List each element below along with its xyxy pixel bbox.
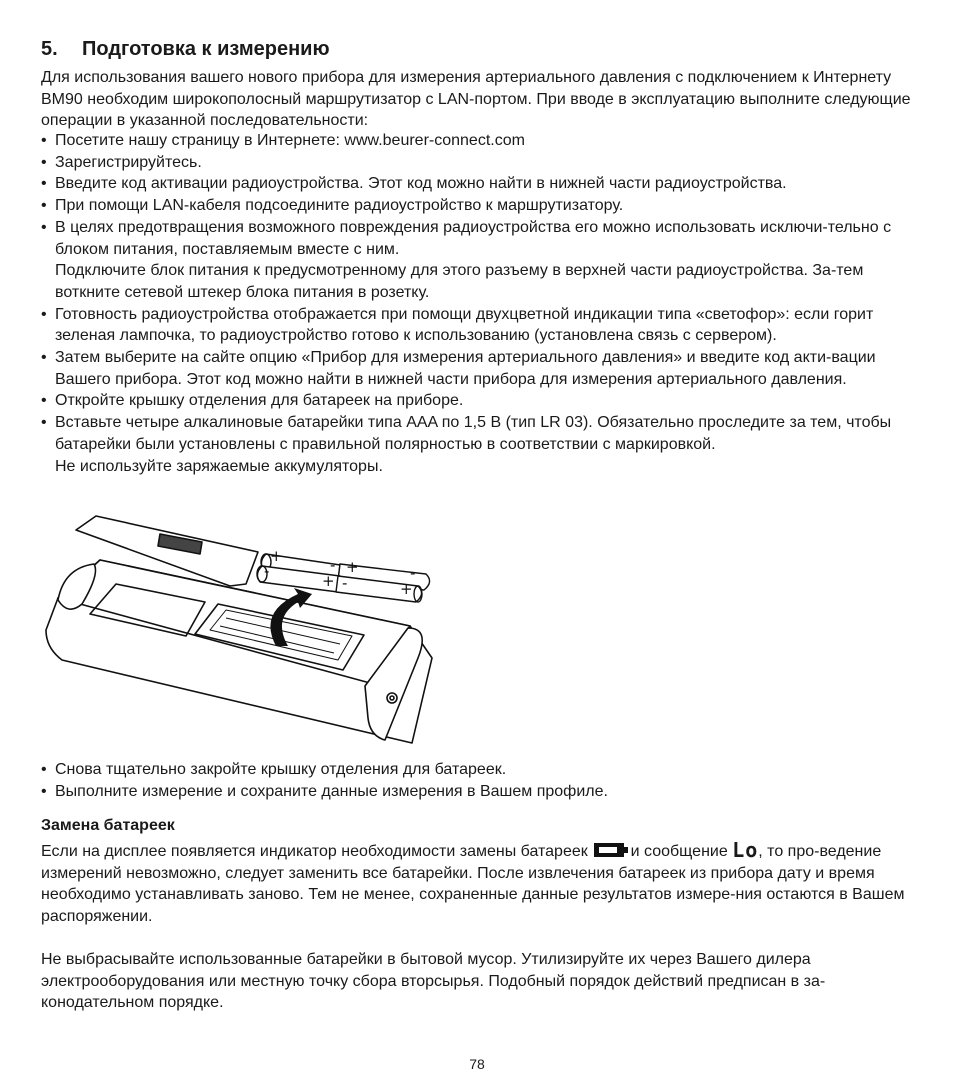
polarity-plus-mark: +	[270, 547, 283, 565]
list-item-continuation: Подключите блок питания к предусмотренному для этого разъему в верхней части радиоустройства. За-тем воткните сетевой штекер блока питания в розетку.	[55, 262, 864, 301]
list-item: • Готовность радиоустройства отображается при помощи двухцветной индикации типа «светофор»: если горит зеленая лампочка, то радиоустройство готово к использованию (установлена связь с сервером).	[41, 304, 921, 347]
list-item: • Снова тщательно закройте крышку отделения для батареек.	[41, 759, 921, 781]
battery-paragraph	[41, 840, 921, 928]
polarity-plus-mark: +	[322, 572, 335, 590]
list-item: • Зарегистрируйтесь.	[41, 152, 921, 174]
section-number: 5.	[41, 38, 58, 60]
disposal-paragraph: Не выбрасывайте использованные батарейки в бытовой мусор. Утилизируйте их через Вашего дилера электрооборудования или местную точку сбора вторсырья. Подобный порядок действий предписан в за-конодательном порядке.	[41, 951, 826, 1012]
lo-message: Lo	[732, 838, 759, 862]
battery-text-part2: и сообщение	[630, 843, 728, 860]
list-item: • Затем выберите на сайте опцию «Прибор для измерения артериального давления» и введите код акти-вации Вашего прибора. Этот код можно найти в нижней части прибора для измерения артериального давления.	[41, 347, 921, 390]
list-item-text: В целях предотвращения возможного повреждения радиоустройства его можно использовать исключи-тельно с блоком питания, поставляемым вместе с ним.	[55, 218, 892, 258]
list-item-text: Вставьте четыре алкалиновые батарейки типа AAA по 1,5 В (тип LR 03). Обязательно проследите за тем, чтобы батарейки были установлены с правильной полярностью в соответствии с маркировкой.	[55, 414, 892, 453]
list-item	[41, 217, 921, 304]
page-number: 78	[469, 1056, 485, 1072]
low-battery-icon	[594, 843, 624, 857]
list-item: • Откройте крышку отделения для батареек на приборе.	[41, 390, 921, 412]
intro-paragraph: Для использования вашего нового прибора для измерения артериального давления с подключением к Интернету BM90 необходим широкополосный маршрутизатор с LAN-портом. При вводе в эксплуатацию выполните следующие операции в указанной последовательности:	[41, 69, 911, 130]
list-item-continuation: Не используйте заряжаемые аккумуляторы.	[55, 457, 383, 475]
battery-section-title: Замена батареек	[41, 817, 175, 834]
list-item: • Посетите нашу страницу в Интернете: www.beurer-connect.com	[41, 130, 921, 152]
battery-text-part3: , то про-ведение измерений невозможно, следует заменить все батарейки. После извлечения батареек из прибора дату и время необходимо устанавливать заново. Тем не менее, сохраненные данные результатов измере-ния остаются в Вашем распоряжении.	[41, 843, 905, 926]
polarity-minus-mark: -	[342, 574, 348, 592]
polarity-plus-mark: +	[400, 580, 413, 598]
list-item	[41, 412, 921, 477]
setup-steps-list	[41, 130, 921, 477]
closing-steps-list	[41, 759, 921, 802]
list-item: • При помощи LAN-кабеля подсоедините радиоустройство к маршрутизатору.	[41, 195, 921, 217]
section-heading	[41, 38, 330, 61]
polarity-minus-mark: -	[410, 564, 416, 582]
battery-text-part1: Если на дисплее появляется индикатор необходимости замены батареек	[41, 843, 588, 860]
polarity-plus-mark: +	[346, 558, 359, 576]
list-item: • Выполните измерение и сохраните данные измерения в Вашем профиле.	[41, 781, 921, 803]
polarity-minus-mark: -	[330, 556, 336, 574]
section-title: Подготовка к измерению	[82, 38, 330, 60]
battery-insertion-illustration	[40, 508, 480, 753]
polarity-minus-mark: -	[264, 562, 270, 580]
list-item: • Введите код активации радиоустройства. Этот код можно найти в нижней части радиоустройства.	[41, 173, 921, 195]
